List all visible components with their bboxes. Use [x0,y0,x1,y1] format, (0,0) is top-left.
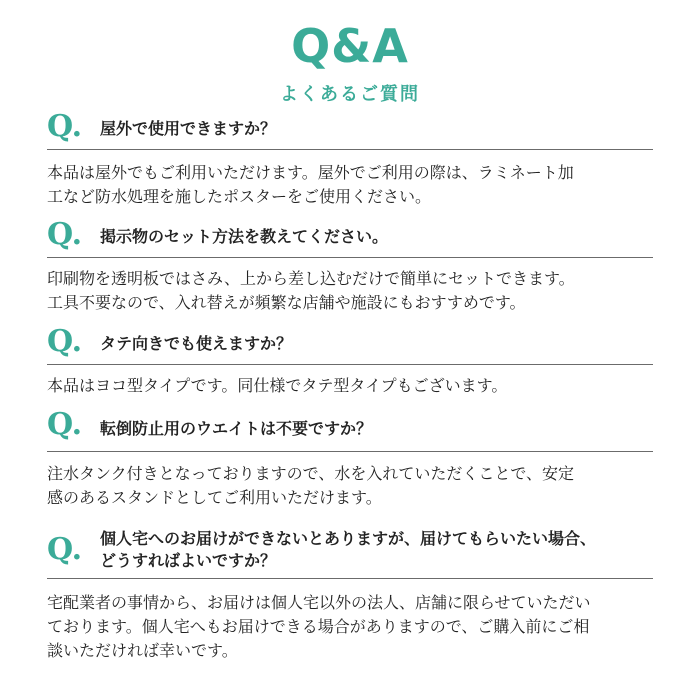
faq-answer [47,462,659,510]
answer-line: 感のあるスタンドとしてご利用いただけます。 [47,488,382,507]
page-title: Q&A [291,19,409,73]
answer-line: 印刷物を透明板ではさみ、上から差し込むだけで簡単にセットできます。 [47,269,575,288]
answer-line: 談いただければ幸いです。 [47,641,238,660]
q-mark: Q. [47,532,83,567]
q-mark: Q. [47,324,83,359]
faq-answer [47,161,659,209]
answer-line: 宅配業者の事情から、お届けは個人宅以外の法人、店舗に限らせていただい [47,593,591,612]
divider [47,257,653,258]
faq-question: 転倒防止用のウエイトは不要ですか？ [100,419,373,438]
faq-question: タテ向きでも使えますか？ [100,334,293,353]
page-subtitle: よくあるご質問 [280,84,420,105]
question-line: 個人宅へのお届けができないとありますが、届けてもらいたい場合、 [100,529,597,548]
faq-answer [47,267,659,315]
faq-question: 屋外で使用できますか？ [100,119,277,138]
divider [47,149,653,150]
faq-question [100,528,596,572]
q-mark: Q. [47,407,83,442]
answer-line: 注水タンク付きとなっておりますので、水を入れていただくことで、安定 [47,464,575,483]
faq-answer [47,374,659,398]
answer-line: ております。個人宅へもお届けできる場合がありますので、ご購入前にご相 [47,617,590,636]
answer-line: 工など防水処理を施したポスターをご使用ください。 [47,187,432,206]
faq-question: 掲示物のセット方法を教えてください。 [100,227,389,246]
divider [47,364,653,365]
divider [47,451,653,452]
faq-answer [47,591,659,663]
answer-line: 本品は屋外でもご利用いただけます。屋外でご利用の際は、ラミネート加 [47,163,574,182]
question-line: どうすればよいですか？ [100,551,277,570]
answer-line: 本品はヨコ型タイプです。同仕様でタテ型タイプもございます。 [47,376,508,395]
q-mark: Q. [47,217,83,252]
answer-line: 工具不要なので、入れ替えが頻繁な店舗や施設にもおすすめです。 [47,293,526,312]
divider [47,578,653,579]
q-mark: Q. [47,109,83,144]
